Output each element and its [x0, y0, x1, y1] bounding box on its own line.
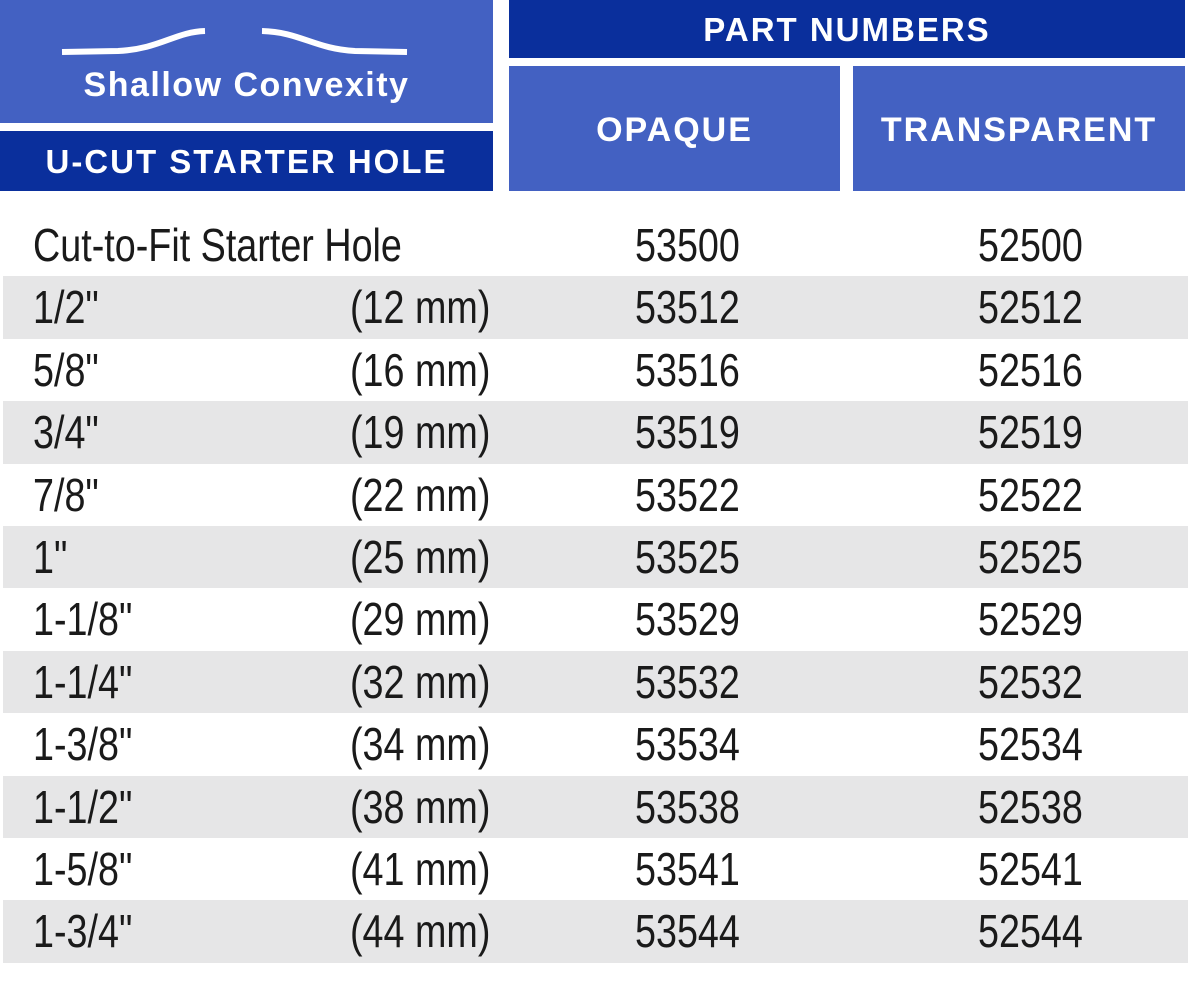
- table-row: 3/4" (19 mm) 53519 52519: [3, 401, 1188, 463]
- table-row: 1-1/8" (29 mm) 53529 52529: [33, 593, 1083, 646]
- table-row: 1-1/2" (38 mm) 53538 52538: [3, 776, 1188, 838]
- table-row: 1-3/4" (44 mm) 53544 52544: [3, 900, 1188, 962]
- table-row: 1-5/8" (41 mm) 53541 52541: [33, 842, 1083, 895]
- table-row: 1-3/8" (34 mm) 53534 52534: [33, 718, 1083, 771]
- part-numbers-header: PART NUMBERS: [509, 0, 1185, 58]
- transparent-column-header: TRANSPARENT: [853, 66, 1185, 191]
- table-row: 7/8" (22 mm) 53522 52522: [33, 468, 1083, 521]
- table-row: 1" (25 mm) 53525 52525: [3, 526, 1188, 588]
- profile-label: Shallow Convexity: [83, 66, 410, 104]
- table-row: 5/8" (16 mm) 53516 52516: [33, 343, 1083, 396]
- table-row: 1/2" (12 mm) 53512 52512: [3, 276, 1188, 338]
- convexity-curve-icon: [0, 0, 493, 70]
- table-row: 1-1/4" (32 mm) 53532 52532: [3, 651, 1188, 713]
- opaque-column-header: OPAQUE: [509, 66, 840, 191]
- part-number-table: [3, 214, 1188, 963]
- cut-type-header: U-CUT STARTER HOLE: [0, 131, 493, 191]
- shallow-convexity-header: [0, 0, 493, 123]
- table-row-cut-to-fit: Cut-to-Fit Starter Hole 53500 52500: [33, 219, 1083, 271]
